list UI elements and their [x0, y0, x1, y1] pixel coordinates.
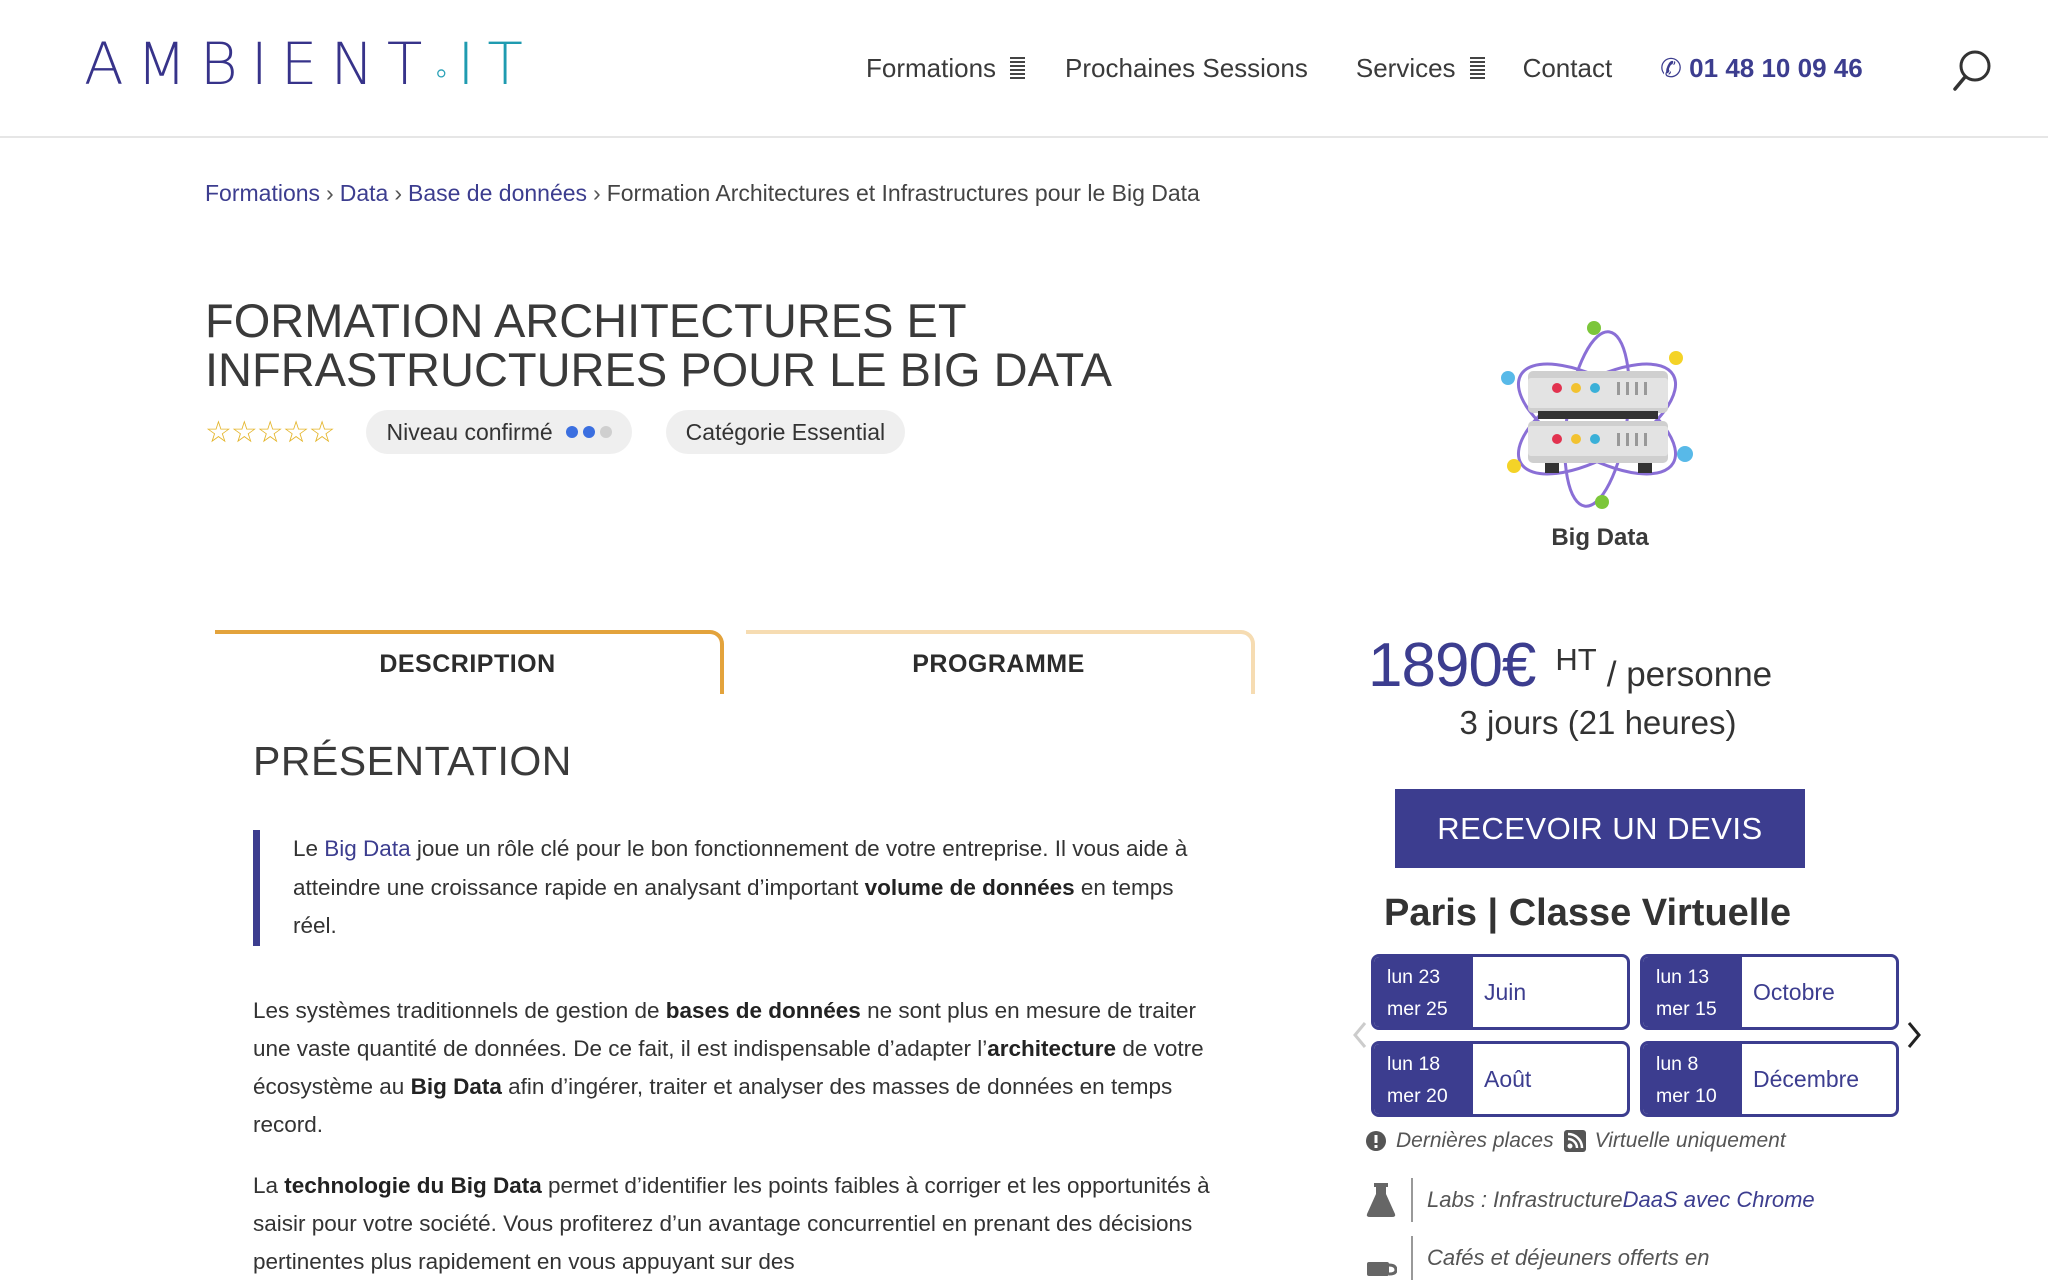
search-icon [1952, 48, 1992, 92]
logo-text-end: IT [457, 29, 536, 98]
flask-icon [1365, 1182, 1397, 1218]
paragraph-2: La technologie du Big Data permet d’identifier les points faibles à corriger et les opportunités à saisir pour votre société. Vous profiterez d’un avantage concurrentiel en prenant des décisions pertinentes plus rapidement en vous appuyant sur des [253, 1173, 1210, 1274]
level-badge [366, 410, 631, 454]
nav-contact[interactable] [1523, 53, 1613, 84]
tab-description[interactable]: DESCRIPTION [215, 630, 724, 694]
search-button[interactable] [1952, 48, 1992, 92]
nav-services[interactable] [1356, 53, 1485, 84]
sessions-next-button[interactable] [1906, 1020, 1922, 1058]
course-duration: 3 jours (21 heures) [1459, 704, 1737, 741]
price-value: 1890€ [1368, 631, 1536, 700]
price-ht: HT [1555, 642, 1597, 677]
level-label: Niveau confirmé [386, 418, 553, 445]
site-header [0, 0, 2048, 138]
big-data-label: Big Data [1551, 524, 1649, 551]
breadcrumb-current: Formation Architectures et Infrastructures pour le Big Data [606, 180, 1200, 206]
tab-programme[interactable]: PROGRAMME [746, 630, 1255, 694]
section-title-presentation: PRÉSENTATION [253, 738, 572, 784]
paragraph-1: Les systèmes traditionnels de gestion de bases de données ne sont plus en mesure de traiter une vaste quantité de données. De ce fait, il est indispensable d’adapter l’architecture de votre écosystème au Big Data afin d’ingérer, traiter et analyser des masses de données en temps record. [253, 998, 1204, 1137]
logo-text-main: AMBIENT [84, 29, 436, 98]
session-card[interactable] [1371, 954, 1630, 1030]
rating-stars[interactable]: ☆☆☆☆☆ [205, 415, 335, 449]
session-end: mer 10 [1656, 1085, 1717, 1107]
breadcrumb-base-de-donnees[interactable]: Base de données [407, 180, 588, 206]
coffee-cup-icon [1365, 1240, 1397, 1276]
server-atom-icon [1480, 306, 1720, 526]
course-tabs [215, 630, 1255, 694]
menu-lines-icon [1470, 57, 1485, 79]
chevron-left-icon [1352, 1020, 1368, 1050]
session-end: mer 20 [1387, 1085, 1448, 1107]
session-card[interactable] [1371, 1041, 1630, 1117]
nav-phone-label: ✆ 01 48 10 09 46 [1660, 52, 1863, 83]
sessions-prev-button[interactable] [1352, 1020, 1368, 1058]
legend-last-places: Dernières places [1396, 1129, 1554, 1152]
price-row [1368, 630, 1772, 710]
session-legend [1365, 1126, 1786, 1156]
nav-prochaines-sessions[interactable] [1065, 53, 1308, 84]
labs-info [1365, 1175, 1815, 1225]
session-card[interactable] [1640, 954, 1899, 1030]
level-dots [561, 426, 612, 438]
alert-icon [1365, 1130, 1387, 1152]
big-data-link[interactable]: Big Data [324, 836, 411, 861]
quote-text: en temps réel. [293, 874, 1174, 938]
labs-prefix: Labs : Infrastructure [1427, 1187, 1623, 1212]
menu-lines-icon [1010, 57, 1025, 79]
price-per-person: / personne [1606, 655, 1773, 694]
nav-formations[interactable] [866, 53, 1025, 84]
session-month: Décembre [1753, 1065, 1860, 1092]
logo-text-dot: ◦ [435, 52, 458, 93]
legend-virtual-only: Virtuelle uniquement [1594, 1129, 1786, 1152]
nav-services-label: Services [1355, 52, 1456, 83]
course-meta [205, 410, 905, 454]
nav-formations-label: Formations [866, 52, 997, 83]
breadcrumb-separator: › [326, 180, 334, 206]
quote-bold: volume de données [864, 874, 1075, 900]
breadcrumb-formations[interactable]: Formations [205, 180, 321, 206]
title-line-2: INFRASTRUCTURES POUR LE BIG DATA [205, 343, 1113, 396]
chevron-right-icon [1906, 1020, 1922, 1050]
ambient-it-logo[interactable] [84, 29, 536, 100]
breadcrumb-separator: › [394, 180, 402, 206]
level-dot-empty [600, 426, 612, 438]
session-month: Octobre [1753, 978, 1835, 1005]
session-start: lun 23 [1387, 966, 1441, 988]
main-nav [866, 48, 1863, 88]
quote-text: Le [293, 836, 325, 861]
nav-phone-link[interactable] [1660, 53, 1863, 84]
session-start: lun 18 [1387, 1053, 1441, 1075]
nav-contact-label: Contact [1522, 52, 1613, 83]
breadcrumb-separator: › [593, 180, 601, 206]
rss-icon [1564, 1130, 1586, 1152]
meals-info [1365, 1233, 1710, 1280]
breadcrumb-data[interactable]: Data [339, 180, 389, 206]
quote-text: joue un rôle clé pour le bon fonctionnement de votre entreprise. Il vous aide à atteindre une croissance rapide en analysant d’important [293, 836, 1188, 900]
level-dot-filled [583, 426, 595, 438]
title-line-1: FORMATION ARCHITECTURES ET [205, 294, 967, 347]
session-end: mer 15 [1656, 998, 1717, 1020]
session-end: mer 25 [1387, 998, 1448, 1020]
category-label: Catégorie Essential [685, 418, 886, 445]
nav-sessions-label: Prochaines Sessions [1065, 52, 1308, 83]
meals-text: Cafés et déjeuners offerts en [1427, 1245, 1710, 1270]
session-start: lun 13 [1656, 966, 1710, 988]
labs-link[interactable]: DaaS avec Chrome [1622, 1187, 1815, 1212]
session-start: lun 8 [1656, 1053, 1699, 1075]
level-dot-filled [566, 426, 578, 438]
request-quote-button[interactable]: RECEVOIR UN DEVIS [1395, 789, 1805, 868]
session-card[interactable] [1640, 1041, 1899, 1117]
session-month: Août [1484, 1065, 1532, 1092]
intro-blockquote [253, 830, 1213, 946]
session-month: Juin [1484, 978, 1527, 1005]
breadcrumb [205, 180, 1200, 207]
page-title [205, 296, 1205, 394]
category-badge [666, 410, 905, 454]
session-location: Paris | Classe Virtuelle [1384, 892, 1792, 934]
